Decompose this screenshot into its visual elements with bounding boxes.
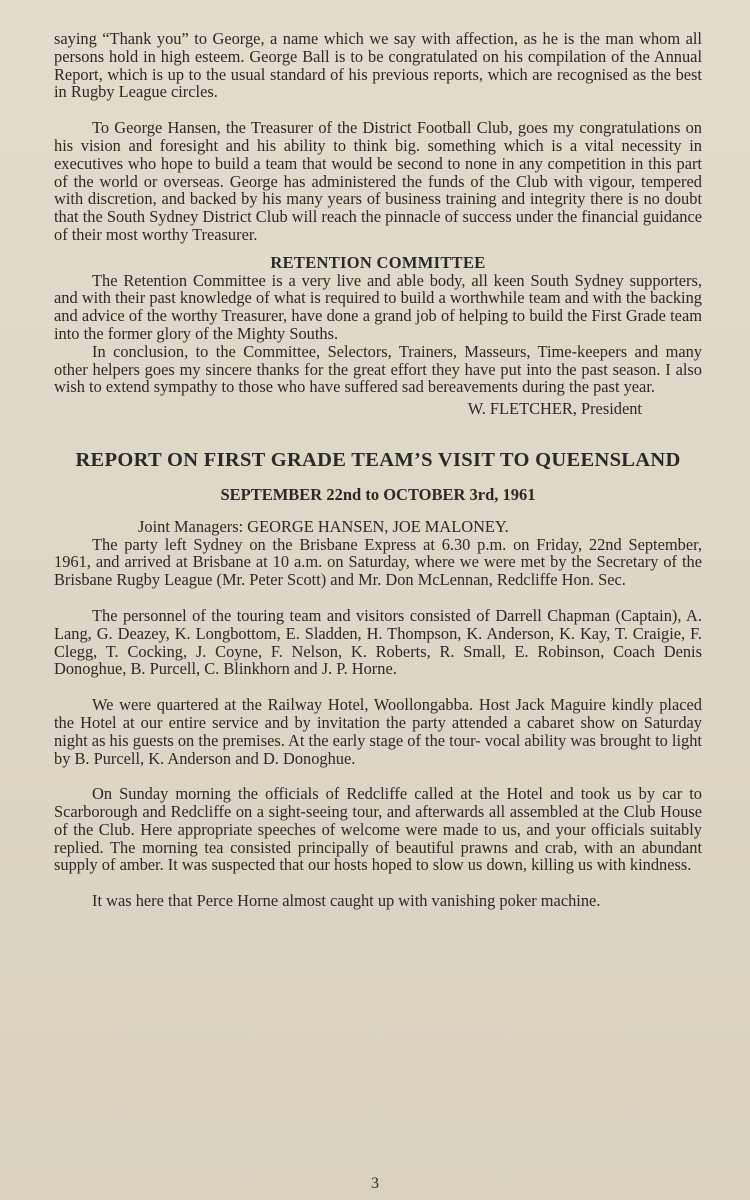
president-signature: W. FLETCHER, President <box>467 399 642 419</box>
paragraph-departure: The party left Sydney on the Brisbane Express at 6.30 p.m. on Friday, 22nd September, 1961, and arrived at Brisbane at 10 a.m. on Saturday, where we were met by the Secretary of the Brisbane Rugby League (Mr. Peter Scott) and Mr. Don McLennan, Redcliffe Hon. Sec. <box>54 534 702 590</box>
paragraph-railway-hotel: We were quartered at the Railway Hotel, Woollongabba. Host Jack Maguire kindly placed the Hotel at our entire service and by invitation the party attended a cabaret show on Saturday night as his guests on the premises. At the early stage of the tour- vocal ability was brought to light by B. Purcell, K. Anderson and D. Donoghue. <box>54 695 702 768</box>
paragraph-treasurer: To George Hansen, the Treasurer of the District Football Club, goes my congratulations on his vision and foresight and his ability to think big. something which is a vital necessity in executives who hope to build a team that would be second to none in any competition in this part of the world or overseas. George has administered the funds of the Club with vigour, tempered with discretion, and backed by his many years of business training and integrity there is no doubt that the South Sydney District Club will reach the pinnacle of success under the financial guidance of their most worthy Treasurer. <box>54 118 702 244</box>
paragraph-personnel: The personnel of the touring team and visitors consisted of Darrell Chapman (Captain), A. Lang, G. Deazey, K. Longbottom, E. Sladden, H. Thompson, K. Anderson, K. Kay, T. Craigie, F. Clegg, T. Cocking, J. Coyne, F. Nelson, K. Roberts, R. Small, E. Robinson, Coach Denis Donoghue, B. Purcell, C. Blinkhorn and J. P. Horne. <box>54 605 702 679</box>
paragraph-retention-committee: The Retention Committee is a very live and able body, all keen South Sydney supporters, and with their past knowledge of what is required to build a worthwhile team and with the backing and advice of the worthy Treasurer, have done a grand job of helping to build the First Grade team into the former glory of the Mighty Souths. <box>54 270 702 343</box>
retention-committee-heading: RETENTION COMMITTEE <box>270 252 486 272</box>
paragraph-redcliffe-visit: On Sunday morning the officials of Redcliffe called at the Hotel and took us by car to Scarborough and Redcliffe on a sight-seeing tour, and afterwards all assembled at the Club House of the Club. Here appropriate speeches of welcome were made to us, and your officials suitably replied. The morning tea consisted principally of beautiful prawns and crab, with an abundant supply of amber. It was suspected that our hosts hoped to slow us down, killing us with kindness. <box>54 784 702 875</box>
paragraph-conclusion: In conclusion, to the Committee, Selectors, Trainers, Masseurs, Time-keepers and many other helpers goes my sincere thanks for the great effort they have put into the past season. I also wish to extend sympathy to those who have suffered sad bereavements during the past year. <box>54 341 702 397</box>
page-number: 3 <box>371 1175 379 1192</box>
paragraph-thanks-george: saying “Thank you” to George, a name which we say with affection, as he is the man whom all persons hold in high esteem. George Ball is to be congratulated on his compilation of the Annual Report, which is up to the usual standard of his previous reports, which are recognised as the best in Rugby League circles. <box>54 29 702 102</box>
paragraph-poker-machine: It was here that Perce Horne almost caught up with vanishing poker machine. <box>92 891 601 911</box>
report-dates: SEPTEMBER 22nd to OCTOBER 3rd, 1961 <box>220 484 536 504</box>
report-title: REPORT ON FIRST GRADE TEAM’S VISIT TO QUEENSLAND <box>75 448 681 471</box>
joint-managers: Joint Managers: GEORGE HANSEN, JOE MALONEY. <box>138 516 509 536</box>
page-body <box>54 30 702 910</box>
